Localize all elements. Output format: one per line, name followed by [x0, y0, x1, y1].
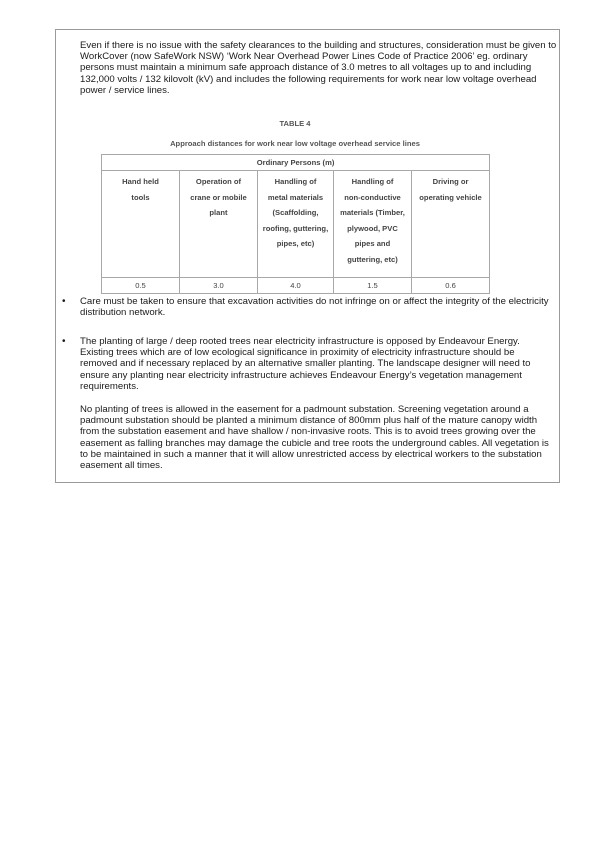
- column-header: Driving or operating vehicle: [412, 171, 490, 278]
- column-header: Hand held tools: [102, 171, 180, 278]
- excavation-bullet-text: Care must be taken to ensure that excavation activities do not infringe on or affect the integrity of the electricity distribution network.: [80, 296, 549, 319]
- bullet-icon: •: [62, 296, 66, 307]
- table-cell: 4.0: [258, 278, 334, 294]
- table-title: TABLE 4: [279, 119, 311, 128]
- bullet-icon: •: [62, 336, 66, 347]
- table-cell: 0.5: [102, 278, 180, 294]
- table-cell: 3.0: [180, 278, 258, 294]
- table-header-row: [102, 171, 490, 278]
- table-cell: 1.5: [334, 278, 412, 294]
- planting-bullet-text: The planting of large / deep rooted trees near electricity infrastructure is opposed by Endeavour Energy. Existing trees which are of low ecological significance in proximity of electricity infrastructure should be removed and if necessary replaced by an alternative smaller planting. The landscape designer will need to ensure any planting near electricity infrastructure achieves Endeavour Energy’s vegetation management requirements.: [80, 336, 531, 392]
- column-header: Operation of crane or mobile plant: [180, 171, 258, 278]
- table-cell: 0.6: [412, 278, 490, 294]
- group-header: Ordinary Persons (m): [102, 155, 490, 171]
- intro-paragraph: Even if there is no issue with the safety clearances to the building and structures, consideration must be given to WorkCover (now SafeWork NSW) ‘Work Near Overhead Power Lines Code of Practice 2006’ eg. ordinary persons must maintain a minimum safe approach distance of 3.0 metres to all voltages up to and including 132,000 volts / 132 kilovolt (kV) and includes the following requirements for work near low voltage overhead power / service lines.: [80, 40, 557, 96]
- padmount-paragraph: No planting of trees is allowed in the easement for a padmount substation. Screening vegetation around a padmount substation should be planted a minimum distance of 800mm plus half of the mature canopy width from the substation easement and have shallow / non-invasive roots. This is to avoid trees growing over the easement as falling branches may damage the cubicle and tree roots the underground cables. All vegetation is to be maintained in such a manner that it will allow unrestricted access by electrical workers to the substation easement all times.: [80, 404, 549, 472]
- table-group-row: [102, 155, 490, 171]
- column-header: Handling of metal materials (Scaffolding, roofing, guttering, pipes, etc): [258, 171, 334, 278]
- approach-distance-table: [101, 154, 490, 294]
- column-header: Handling of non-conductive materials (Timber, plywood, PVC pipes and guttering, etc): [334, 171, 412, 278]
- table-caption: Approach distances for work near low voltage overhead service lines: [170, 139, 420, 148]
- table-value-row: [102, 278, 490, 294]
